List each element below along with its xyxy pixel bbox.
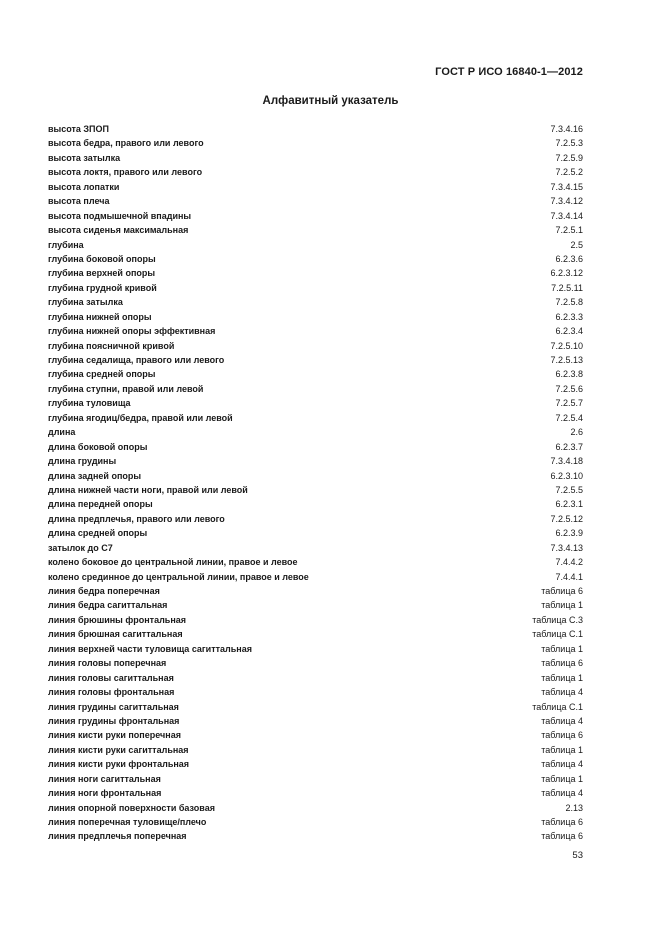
index-reference: 7.2.5.10: [550, 340, 583, 351]
index-term: глубина затылка: [48, 297, 123, 308]
index-entry: [48, 310, 583, 324]
index-entry: [48, 743, 583, 757]
index-term: глубина поясничной кривой: [48, 340, 175, 351]
index-term: линия ноги сагиттальная: [48, 773, 161, 784]
index-term: линия бедра поперечная: [48, 586, 160, 596]
index-entry: [48, 483, 583, 497]
index-entry: [48, 165, 583, 179]
index-term: линия опорной поверхности базовая: [48, 802, 215, 813]
index-term: линия верхней части туловища сагиттальная: [48, 643, 252, 654]
index-entry: [48, 382, 583, 396]
index-entry: [48, 815, 583, 829]
index-reference: 7.2.5.2: [555, 167, 583, 178]
index-reference: 7.2.5.12: [550, 513, 583, 524]
index-term: высота лопатки: [48, 181, 120, 192]
index-term: линия кисти руки сагиттальная: [48, 744, 189, 755]
index-term: линия грудины фронтальная: [48, 715, 180, 726]
index-term: длина: [48, 427, 76, 438]
index-entry: [48, 295, 583, 309]
index-entry: [48, 266, 583, 280]
index-reference: 7.3.4.14: [550, 210, 583, 221]
index-reference: 7.2.5.8: [555, 297, 583, 308]
index-reference: 7.4.4.1: [555, 571, 583, 582]
index-reference: 6.2.3.12: [550, 268, 583, 279]
index-entry: [48, 613, 583, 627]
index-reference: таблица С.1: [532, 701, 583, 712]
index-entry: [48, 497, 583, 511]
index-term: длина грудины: [48, 456, 117, 467]
index-reference: 7.2.5.3: [555, 138, 583, 149]
index-entry: [48, 526, 583, 540]
index-entry: [48, 425, 583, 439]
index-reference: 7.3.4.13: [550, 542, 583, 553]
index-reference: таблица 6: [541, 831, 583, 842]
page-title: Алфавитный указатель: [262, 95, 399, 107]
index-entry: [48, 223, 583, 237]
index-reference: таблица С.1: [532, 629, 583, 640]
index-reference: 7.2.5.4: [555, 412, 583, 423]
index-term: линия головы фронтальная: [48, 687, 175, 698]
index-entry: [48, 367, 583, 381]
index-entry: [48, 324, 583, 338]
index-entry: [48, 238, 583, 252]
index-reference: 7.4.4.2: [555, 557, 583, 568]
index-reference: таблица 1: [541, 672, 583, 683]
index-term: линия брюшины фронтальная: [48, 614, 187, 625]
index-entry: [48, 151, 583, 165]
index-reference: таблица 1: [541, 643, 583, 654]
document-code-header: ГОСТ Р ИСО 16840-1—2012: [435, 66, 583, 78]
index-reference: 2.5: [570, 239, 583, 250]
index-reference: таблица 6: [541, 658, 583, 669]
index-entry: [48, 656, 583, 670]
index-entry: [48, 757, 583, 771]
index-reference: 6.2.3.7: [555, 441, 583, 452]
index-entry: [48, 627, 583, 641]
index-reference: таблица 1: [541, 600, 583, 611]
index-entry: [48, 396, 583, 410]
index-reference: 7.3.4.16: [550, 124, 583, 134]
page-number: 53: [572, 850, 583, 861]
index-reference: таблица С.3: [532, 614, 583, 625]
index-entry: [48, 122, 583, 136]
index-term: линия ноги фронтальная: [48, 788, 162, 799]
index-term: длина боковой опоры: [48, 441, 148, 452]
index-term: глубина ступни, правой или левой: [48, 383, 204, 394]
index-reference: 6.2.3.10: [550, 470, 583, 481]
index-entry: [48, 786, 583, 800]
index-entry: [48, 801, 583, 815]
index-entry: [48, 194, 583, 208]
index-term: глубина верхней опоры: [48, 268, 156, 279]
index-term: глубина ягодиц/бедра, правой или левой: [48, 412, 233, 423]
index-term: затылок до C7: [48, 542, 113, 553]
index-reference: 7.3.4.15: [550, 181, 583, 192]
index-term: глубина нижней опоры: [48, 311, 152, 322]
index-term: высота затылка: [48, 152, 121, 163]
index-reference: 7.2.5.6: [555, 383, 583, 394]
index-reference: таблица 6: [541, 730, 583, 741]
index-term: глубина нижней опоры эффективная: [48, 326, 216, 337]
index-reference: таблица 6: [541, 817, 583, 827]
index-term: линия грудины сагиттальная: [48, 701, 179, 712]
index-reference: 7.2.5.7: [555, 398, 583, 409]
index-reference: таблица 4: [541, 788, 583, 799]
index-term: линия головы поперечная: [48, 658, 167, 669]
index-term: линия брюшная сагиттальная: [48, 629, 183, 640]
index-reference: 6.2.3.1: [555, 499, 583, 510]
index-entry-list: [48, 122, 583, 844]
index-term: высота подмышечной впадины: [48, 210, 192, 221]
index-reference: 7.2.5.11: [551, 282, 583, 293]
index-term: длина нижней части ноги, правой или левой: [48, 484, 248, 495]
index-term: глубина туловища: [48, 398, 131, 409]
index-reference: таблица 4: [541, 687, 583, 698]
index-entry: [48, 700, 583, 714]
index-entry: [48, 570, 583, 584]
index-entry: [48, 411, 583, 425]
index-term: колено срединное до центральной линии, правое и левое: [48, 571, 309, 582]
index-term: глубина грудной кривой: [48, 282, 157, 293]
index-reference: таблица 1: [541, 773, 583, 784]
index-term: высота сиденья максимальная: [48, 225, 189, 236]
index-reference: таблица 6: [541, 586, 583, 596]
index-term: линия кисти руки фронтальная: [48, 759, 190, 770]
index-reference: 2.13: [565, 802, 583, 813]
index-reference: 7.2.5.1: [555, 225, 583, 236]
index-reference: 6.2.3.6: [555, 253, 583, 264]
index-entry: [48, 469, 583, 483]
index-reference: 7.2.5.9: [555, 152, 583, 163]
index-entry: [48, 685, 583, 699]
index-entry: [48, 584, 583, 598]
index-entry: [48, 555, 583, 569]
index-reference: 6.2.3.8: [555, 369, 583, 380]
index-reference: 6.2.3.9: [555, 528, 583, 539]
index-reference: таблица 4: [541, 759, 583, 770]
index-entry: [48, 454, 583, 468]
index-term: глубина средней опоры: [48, 369, 156, 380]
index-reference: таблица 1: [541, 744, 583, 755]
index-entry: [48, 180, 583, 194]
index-entry: [48, 440, 583, 454]
index-term: глубина: [48, 239, 84, 250]
index-term: высота плеча: [48, 196, 110, 207]
index-term: линия кисти руки поперечная: [48, 730, 181, 741]
index-term: линия предплечья поперечная: [48, 831, 187, 842]
index-term: длина средней опоры: [48, 528, 148, 539]
index-entry: [48, 353, 583, 367]
index-entry: [48, 772, 583, 786]
index-term: линия головы сагиттальная: [48, 672, 174, 683]
index-entry: [48, 829, 583, 843]
index-reference: 2.6: [570, 427, 583, 438]
index-reference: 7.2.5.5: [555, 484, 583, 495]
index-term: глубина седалища, правого или левого: [48, 355, 225, 365]
index-reference: таблица 4: [541, 715, 583, 726]
index-term: длина передней опоры: [48, 499, 153, 510]
index-entry: [48, 541, 583, 555]
index-entry: [48, 598, 583, 612]
index-entry: [48, 642, 583, 656]
index-reference: 7.3.4.12: [550, 196, 583, 207]
index-term: высота бедра, правого или левого: [48, 138, 204, 149]
index-term: колено боковое до центральной линии, правое и левое: [48, 557, 298, 568]
index-term: глубина боковой опоры: [48, 253, 156, 264]
index-entry: [48, 714, 583, 728]
index-term: линия поперечная туловище/плечо: [48, 817, 207, 827]
index-entry: [48, 671, 583, 685]
index-term: длина задней опоры: [48, 470, 142, 481]
index-term: длина предплечья, правого или левого: [48, 513, 225, 524]
index-reference: 6.2.3.4: [555, 326, 583, 337]
index-entry: [48, 728, 583, 742]
index-term: линия бедра сагиттальная: [48, 600, 168, 611]
index-term: высота ЗПОП: [48, 124, 109, 134]
index-reference: 7.2.5.13: [550, 355, 583, 365]
index-reference: 6.2.3.3: [555, 311, 583, 322]
index-entry: [48, 252, 583, 266]
index-entry: [48, 136, 583, 150]
index-entry: [48, 339, 583, 353]
index-entry: [48, 512, 583, 526]
index-term: высота локтя, правого или левого: [48, 167, 203, 178]
index-reference: 7.3.4.18: [550, 456, 583, 467]
index-entry: [48, 281, 583, 295]
index-entry: [48, 209, 583, 223]
